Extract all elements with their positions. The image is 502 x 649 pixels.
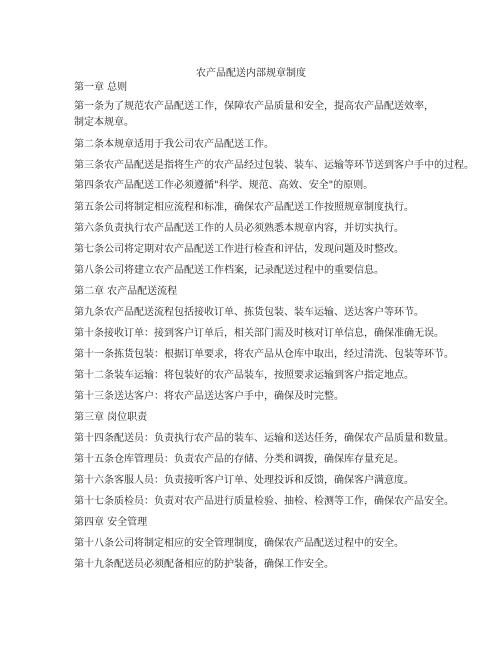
- article-paragraph: 第十九条配送员必须配备相应的防护装备，确保工作安全。: [74, 559, 334, 570]
- article-paragraph: 第十八条公司将制定相应的安全管理制度，确保农产品配送过程中的安全。: [74, 538, 404, 549]
- article-paragraph: 第二条本规章适用于我公司农产品配送工作。: [74, 139, 274, 150]
- article-paragraph: 第一条为了规范农产品配送工作，保障农产品质量和安全，提高农产品配送效率，制定本规章。: [74, 101, 434, 128]
- article-paragraph: 第三条农产品配送是指将生产的农产品经过包装、装车、运输等环节送到客户手中的过程。: [74, 160, 474, 171]
- article-paragraph: 第十四条配送员：负责执行农产品的装车、运输和送达任务，确保农产品质量和数量。: [74, 433, 454, 444]
- document-title: 农产品配送内部规章制度: [196, 68, 306, 79]
- article-paragraph: 第十五条仓库管理员：负责农产品的存储、分类和调拨，确保库存量充足。: [74, 454, 404, 465]
- chapter-heading: 第四章 安全管理: [74, 517, 148, 528]
- article-paragraph: 第七条公司将定期对农产品配送工作进行检查和评估，发现问题及时整改。: [74, 244, 404, 255]
- article-paragraph: 第九条农产品配送流程包括接收订单、拣货包装、装车运输、送达客户等环节。: [74, 307, 424, 318]
- article-paragraph: 第六条负责执行农产品配送工作的人员必须熟悉本规章内容，并切实执行。: [74, 223, 404, 234]
- article-paragraph: 第十二条装车运输：将包装好的农产品装车，按照要求运输到客户指定地点。: [74, 370, 414, 381]
- chapter-heading: 第一章 总则: [74, 82, 128, 93]
- article-paragraph: 第十七条质检员：负责对农产品进行质量检验、抽检、检测等工作，确保农产品安全。: [74, 496, 454, 507]
- article-paragraph: 第十六条客服人员：负责接听客户订单、处理投诉和反馈，确保客户满意度。: [74, 475, 414, 486]
- article-paragraph: 第五条公司将制定相应流程和标准，确保农产品配送工作按照规章制度执行。: [74, 202, 414, 213]
- article-paragraph: 第八条公司将建立农产品配送工作档案，记录配送过程中的重要信息。: [74, 265, 384, 276]
- chapter-heading: 第二章 农产品配送流程: [74, 286, 178, 297]
- article-paragraph: 第十三条送达客户：将农产品送达客户手中，确保及时完整。: [74, 391, 344, 402]
- chapter-heading: 第三章 岗位职责: [74, 412, 148, 423]
- article-paragraph: 第十一条拣货包装：根据订单要求，将农产品从仓库中取出，经过清洗、包装等环节。: [74, 349, 454, 360]
- article-paragraph: 第十条接收订单：接到客户订单后，相关部门需及时核对订单信息，确保准确无误。: [74, 328, 444, 339]
- article-paragraph: 第四条农产品配送工作必须遵循"科学、规范、高效、安全"的原则。: [74, 180, 374, 191]
